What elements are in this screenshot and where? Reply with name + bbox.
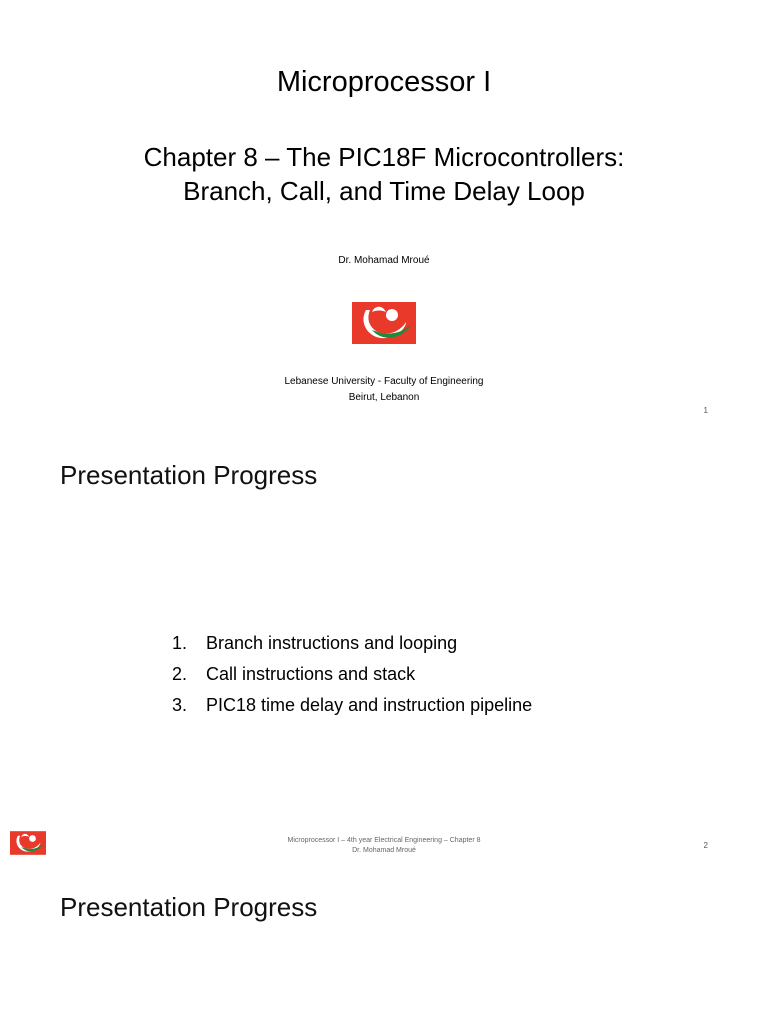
logo-white-dot [386,309,398,321]
agenda-list [172,628,532,721]
slide-heading: Presentation Progress [60,892,318,922]
slide-1 [0,0,768,432]
slide-footer [0,836,768,856]
page-number: 1 [703,406,708,415]
list-item-text: PIC18 time delay and instruction pipeline [206,695,533,715]
page-number: 2 [703,841,708,850]
footer-line-1: Microprocessor I – 4th year Electrical Engineering – Chapter 8 [287,837,481,844]
list-item-text: Branch instructions and looping [206,633,458,653]
list-item-text: Call instructions and stack [206,664,416,684]
slide-2 [0,432,768,864]
author-name: Dr. Mohamad Mroué [338,255,430,266]
list-item-number: 3. [172,695,188,715]
lebanese-university-logo-icon [352,302,416,344]
affiliation [0,374,768,406]
subtitle-line-1: Chapter 8 – The PIC18F Microcontrollers: [143,142,625,172]
list-item [172,690,532,721]
list-item-number: 1. [172,633,188,653]
slide-3 [0,864,768,1024]
slide-heading: Presentation Progress [60,460,318,490]
footer-line-2: Dr. Mohamad Mroué [352,847,416,854]
list-item-number: 2. [172,664,188,684]
slide-title: Microprocessor I [276,66,492,98]
slide-subtitle [0,140,768,208]
subtitle-line-2: Branch, Call, and Time Delay Loop [183,176,585,206]
list-item [172,659,532,690]
affiliation-line-2: Beirut, Lebanon [348,392,420,403]
list-item [172,628,532,659]
affiliation-line-1: Lebanese University - Faculty of Engineering [284,376,484,387]
